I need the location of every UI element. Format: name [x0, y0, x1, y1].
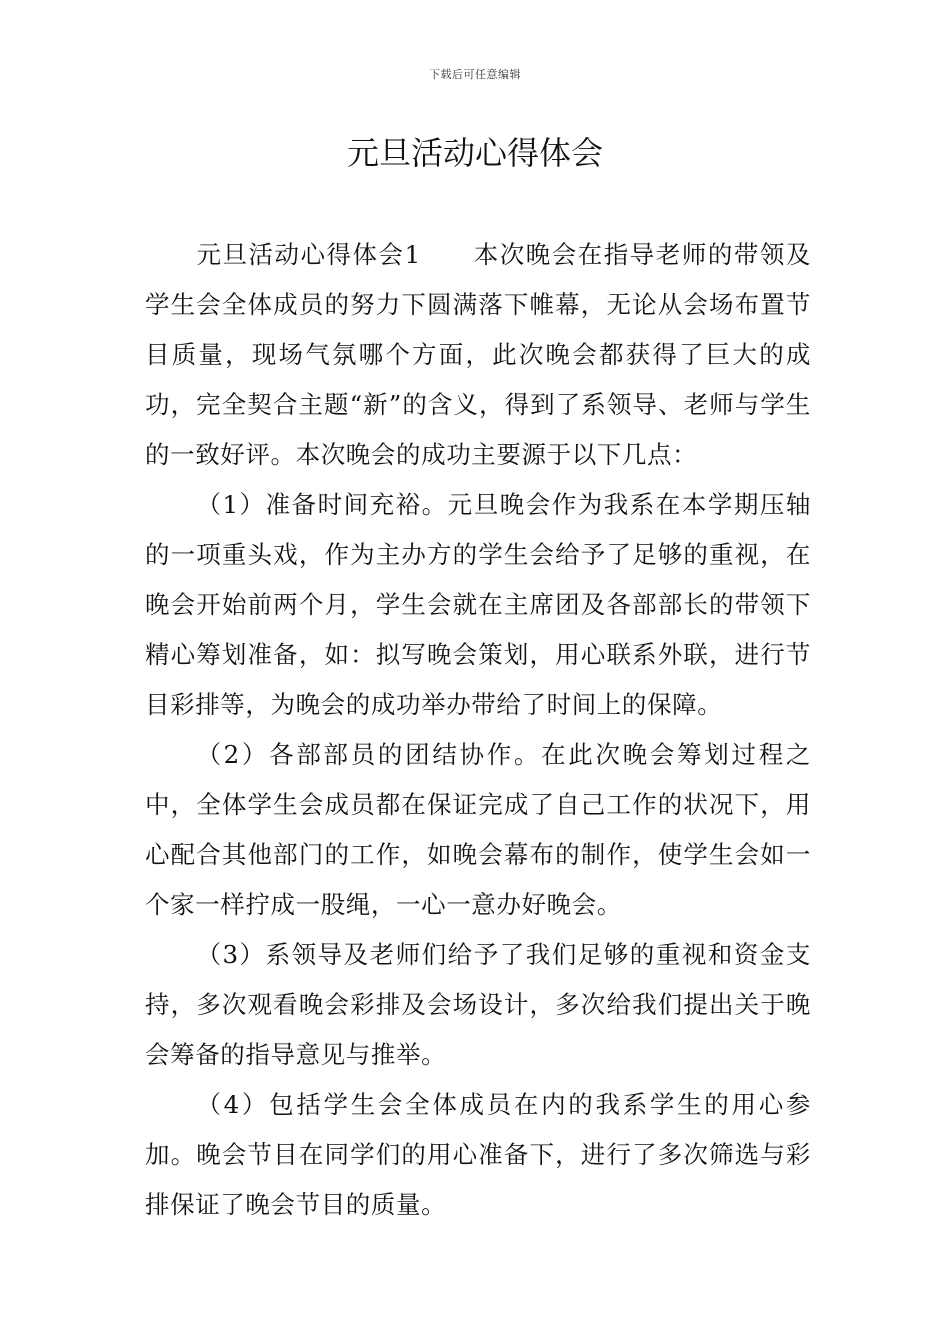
paragraph-point-1: （1）准备时间充裕。元旦晚会作为我系在本学期压轴的一项重头戏，作为主办方的学生会给予了足够的重视，在晚会开始前两个月，学生会就在主席团及各部部长的带领下精心筹划准备，如：拟写晚会策划，用心联系外联，进行节目彩排等，为晚会的成功举办带给了时间上的保障。	[145, 490, 811, 719]
header-note: 下载后可任意编辑	[429, 68, 521, 81]
paragraph-point-3: （3）系领导及老师们给予了我们足够的重视和资金支持，多次观看晚会彩排及会场设计，多次给我们提出关于晚会筹备的指导意见与推举。	[145, 940, 811, 1069]
document-body	[145, 230, 811, 1230]
paragraph-point-4: （4）包括学生会全体成员在内的我系学生的用心参加。晚会节目在同学们的用心准备下，进行了多次筛选与彩排保证了晚会节目的质量。	[145, 1090, 811, 1219]
paragraph-point-2: （2）各部部员的团结协作。在此次晚会筹划过程之中，全体学生会成员都在保证完成了自己工作的状况下，用心配合其他部门的工作，如晚会幕布的制作，使学生会如一个家一样拧成一股绳，一心一意办好晚会。	[145, 740, 811, 919]
document-title: 元旦活动心得体会	[346, 134, 603, 172]
paragraph-intro: 元旦活动心得体会1 本次晚会在指导老师的带领及学生会全体成员的努力下圆满落下帷幕，无论从会场布置节目质量，现场气氛哪个方面，此次晚会都获得了巨大的成功，完全契合主题“新”的含义，得到了系领导、老师与学生的一致好评。本次晚会的成功主要源于以下几点：	[145, 240, 811, 469]
